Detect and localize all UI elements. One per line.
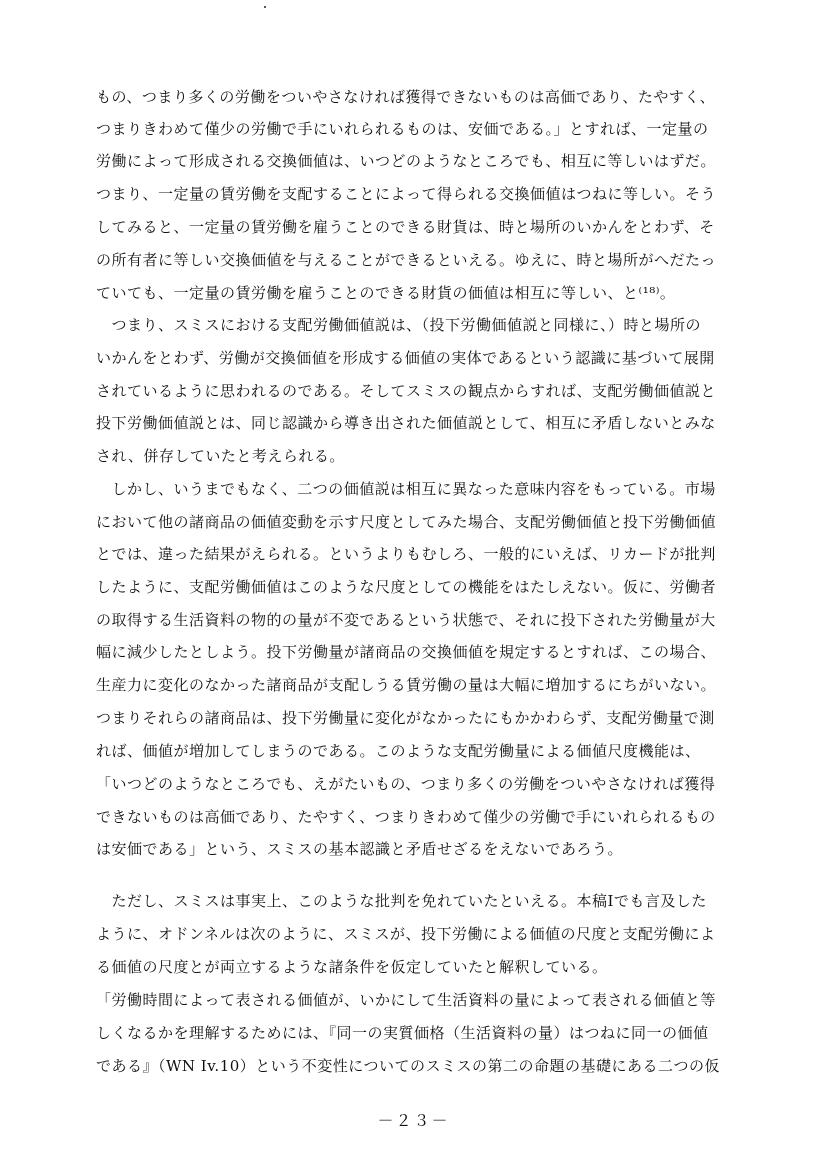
text-line: の取得する生活資料の物的の量が不変であるという状態で、それに投下された労働量が大: [96, 611, 716, 629]
text-line: において他の諸商品の価値変動を示す尺度としてみた場合、支配労働価値と投下労働価値: [96, 513, 717, 531]
text-line: つまり、スミスにおける支配労働価値説は、（投下労働価値説と同様に、）時と場所の: [96, 316, 702, 334]
text-line: つまりそれらの諸商品は、投下労働量に変化がなかったにもかかわらず、支配労働量で測: [96, 709, 715, 727]
text-line: 「労働時間によって表される価値が、いかにして生活資料の量によって表される価値と等: [96, 991, 717, 1009]
text-line: は安価である」という、スミスの基本認識と矛盾せざるをえないであろう。: [96, 840, 624, 858]
text-line: の所有者に等しい交換価値を与えることができるといえる。ゆえに、時と場所がへだたっ: [96, 251, 717, 269]
text-line: されているように思われるのである。そしてスミスの観点からすれば、支配労働価値説と: [96, 382, 717, 400]
text-line: 生産力に変化のなかった諸商品が支配しうる賃労働の量は大幅に増加するにちがいない。: [96, 676, 717, 694]
text-line: つまりきわめて僅少の労働で手にいれられるものは、安価である。」とすれば、一定量の: [96, 120, 709, 138]
text-line: 「いつどのようなところでも、えがたいもの、つまり多くの労働をついやさなければ獲得: [96, 775, 716, 793]
text-line: ただし、スミスは事実上、このような批判を免れていたといえる。本稿Ⅰでも言及した: [96, 892, 707, 910]
text-line: したように、支配労働価値はこのような尺度としての機能をはたしえない。仮に、労働者: [96, 578, 717, 596]
text-line: しかし、いうまでもなく、二つの価値説は相互に異なった意味内容をもっている。市場: [96, 480, 716, 498]
page-number: －２３－: [377, 1111, 450, 1130]
text-line: とでは、違った結果がえられる。というよりもむしろ、一般的にいえば、リカードが批判: [96, 545, 716, 563]
text-line: もの、つまり多くの労働をついやさなければ獲得できないものは高価であり、たやすく、: [96, 88, 716, 106]
text-line: つまり、一定量の賃労働を支配することによって得られる交換価値はつねに等しい。そう: [96, 185, 717, 203]
text-line: 労働によって形成される交換価値は、いつどのようなところでも、相互に等しいはずだ。: [96, 152, 716, 170]
text-line: ていても、一定量の賃労働を雇うことのできる財貨の価値は相互に等しい、と⁽¹⁸⁾。: [96, 284, 676, 302]
text-line: いかんをとわず、労働が交換価値を形成する価値の実体であるという認識に基づいて展開: [96, 349, 715, 367]
text-line: る価値の尺度とが両立するような諸条件を仮定していたと解釈している。: [96, 958, 608, 976]
text-line: 投下労働価値説とは、同じ認識から導き出された価値説として、相互に矛盾しないとみな: [96, 414, 716, 432]
text-line: してみると、一定量の賃労働を雇うことのできる財貨は、時と場所のいかんをとわず、そ: [96, 218, 715, 236]
text-line: れば、価値が増加してしまうのである。このような支配労働量による価値尺度機能は、: [96, 742, 701, 760]
text-line: しくなるかを理解するためには、『同一の実質価格（生活資料の量）はつねに同一の価値: [96, 1024, 709, 1042]
text-line: され、併存していたと考えられる。: [96, 447, 345, 465]
text-line: ように、オドンネルは次のように、スミスが、投下労働による価値の尺度と支配労働によ: [96, 925, 716, 943]
text-line: できないものは高価であり、たやすく、つまりきわめて僅少の労働で手にいれられるもの: [96, 808, 716, 826]
text-line: 幅に減少したとしよう。投下労働量が諸商品の交換価値を規定するとすれば、この場合、: [96, 643, 717, 661]
text-line: である』（WN Ⅰv.10）という不変性についてのスミスの第二の命題の基礎にある二つの仮: [96, 1057, 720, 1075]
